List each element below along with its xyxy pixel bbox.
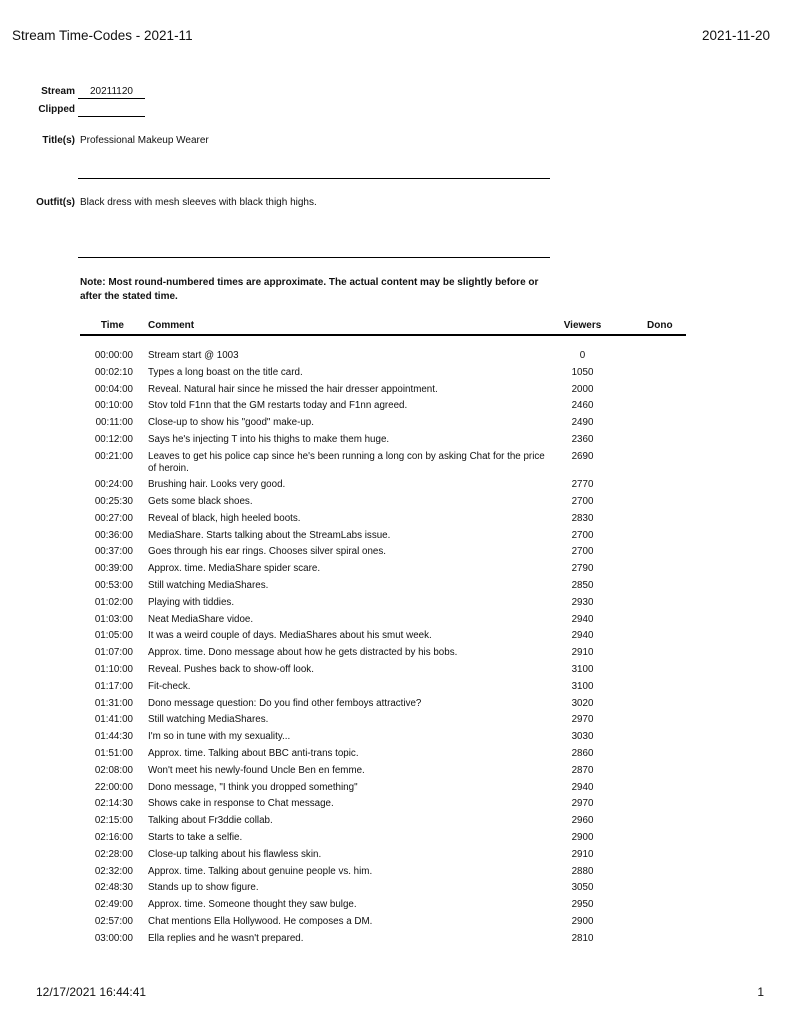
table-row (0, 417, 791, 429)
titles-value: Professional Makeup Wearer (80, 135, 209, 146)
row-viewers: 2790 (571, 563, 594, 575)
row-viewers: 2360 (571, 433, 594, 445)
clipped-label: Clipped (38, 104, 75, 115)
row-time: 01:41:00 (94, 714, 133, 726)
table-row (0, 832, 791, 844)
row-comment: Close-up talking about his flawless skin. (148, 848, 322, 860)
row-comment: Stov told F1nn that the GM restarts today and F1nn agreed. (148, 400, 408, 412)
row-time: 00:24:00 (94, 479, 133, 491)
row-viewers: 2830 (571, 512, 594, 524)
row-time: 03:00:00 (94, 932, 133, 944)
row-comment: Reveal. Pushes back to show-off look. (148, 664, 314, 676)
row-viewers: 2910 (571, 647, 594, 659)
row-viewers: 2700 (571, 546, 594, 558)
print-timestamp: 12/17/2021 16:44:41 (36, 985, 147, 999)
column-header-viewers: Viewers (563, 320, 602, 331)
row-time: 01:31:00 (94, 697, 133, 709)
row-time: 01:51:00 (94, 748, 133, 760)
row-comment: MediaShare. Starts talking about the StreamLabs issue. (148, 529, 391, 541)
row-viewers: 2850 (571, 580, 594, 592)
row-comment: Stands up to show figure. (148, 882, 259, 894)
outfits-underline (78, 257, 550, 258)
table-row (0, 580, 791, 592)
table-row (0, 630, 791, 642)
table-row (0, 367, 791, 379)
row-viewers: 2960 (571, 815, 594, 827)
row-time: 01:05:00 (94, 630, 133, 642)
row-viewers: 2910 (571, 848, 594, 860)
column-header-comment: Comment (148, 320, 195, 331)
table-row (0, 664, 791, 676)
outfits-label: Outfit(s) (36, 197, 75, 208)
table-row (0, 496, 791, 508)
row-viewers: 2900 (571, 916, 594, 927)
row-comment: Approx. time. Someone thought they saw bulge. (148, 899, 357, 911)
row-time: 02:16:00 (94, 832, 133, 844)
row-viewers: 2700 (571, 496, 594, 508)
row-comment: Types a long boast on the title card. (148, 366, 303, 378)
row-viewers: 2940 (571, 781, 594, 793)
table-row (0, 849, 791, 861)
row-viewers: 2930 (571, 596, 594, 608)
row-comment: Neat MediaShare vidoe. (148, 613, 254, 625)
column-header-dono: Dono (647, 320, 673, 331)
row-viewers: 2880 (571, 865, 594, 877)
row-comment: It was a weird couple of days. MediaShares about his smut week. (148, 630, 432, 642)
row-comment: I'm so in tune with my sexuality... (148, 731, 291, 743)
row-time: 02:15:00 (94, 815, 133, 827)
table-row (0, 899, 791, 911)
table-row (0, 882, 791, 894)
row-comment: Still watching MediaShares. (148, 714, 269, 726)
table-row (0, 647, 791, 659)
titles-underline (78, 178, 550, 179)
row-viewers: 2940 (571, 630, 594, 642)
row-viewers: 2690 (571, 450, 594, 462)
table-row (0, 479, 791, 491)
row-viewers: 2870 (571, 764, 594, 776)
row-viewers: 2490 (571, 417, 594, 429)
row-comment: Chat mentions Ella Hollywood. He composes a DM. (148, 916, 373, 927)
row-viewers: 2460 (571, 400, 594, 412)
row-time: 01:10:00 (94, 664, 133, 676)
table-row (0, 530, 791, 542)
table-row (0, 451, 791, 475)
table-row (0, 546, 791, 558)
table-row (0, 765, 791, 777)
table-row (0, 350, 791, 362)
table-row (0, 714, 791, 726)
clipped-field (78, 104, 145, 117)
row-time: 22:00:00 (94, 781, 133, 793)
row-time: 02:32:00 (94, 865, 133, 877)
row-time: 00:02:10 (94, 366, 133, 378)
row-time: 00:53:00 (94, 580, 133, 592)
row-comment: Leaves to get his police cap since he's been running a long con by asking Chat for the price of heroin. (148, 450, 545, 474)
titles-label: Title(s) (42, 135, 75, 146)
row-time: 02:14:30 (94, 798, 133, 810)
table-row (0, 933, 791, 945)
table-row (0, 866, 791, 878)
row-comment: Goes through his ear rings. Chooses silver spiral ones. (148, 546, 386, 558)
row-time: 00:00:00 (94, 350, 133, 361)
row-time: 00:12:00 (94, 433, 133, 445)
time-code-table (0, 350, 791, 945)
row-comment: Still watching MediaShares. (148, 580, 269, 592)
row-time: 02:57:00 (94, 916, 133, 927)
row-comment: Shows cake in response to Chat message. (148, 798, 334, 810)
row-viewers: 2950 (571, 899, 594, 911)
row-time: 00:04:00 (94, 383, 133, 395)
stream-label: Stream (41, 86, 75, 97)
row-time: 00:10:00 (94, 400, 133, 412)
row-comment: Reveal of black, high heeled boots. (148, 512, 301, 524)
row-comment: Approx. time. Dono message about how he gets distracted by his bobs. (148, 647, 458, 659)
table-row (0, 614, 791, 626)
table-row (0, 798, 791, 810)
approximate-times-note: Note: Most round-numbered times are approximate. The actual content may be slightly before or after the stated time. (80, 277, 539, 302)
row-viewers: 2900 (571, 832, 594, 844)
table-row (0, 681, 791, 693)
table-row (0, 815, 791, 827)
table-row (0, 916, 791, 928)
row-viewers: 2970 (571, 798, 594, 810)
row-comment: Close-up to show his "good" make-up. (148, 417, 314, 429)
row-viewers: 3030 (571, 731, 594, 743)
row-viewers: 2000 (571, 383, 594, 395)
row-time: 00:27:00 (94, 512, 133, 524)
row-comment: Fit-check. (148, 680, 191, 692)
header-rule (80, 334, 686, 336)
row-time: 00:11:00 (95, 417, 133, 429)
table-row (0, 698, 791, 710)
table-row (0, 782, 791, 794)
header-date: 2021-11-20 (701, 28, 770, 43)
row-comment: Approx. time. Talking about genuine people vs. him. (148, 865, 373, 877)
row-comment: Approx. time. Talking about BBC anti-trans topic. (148, 748, 359, 760)
row-time: 01:17:00 (94, 680, 133, 692)
row-comment: Says he's injecting T into his thighs to make them huge. (148, 433, 390, 445)
row-time: 01:03:00 (94, 613, 133, 625)
table-row (0, 748, 791, 760)
row-comment: Dono message, "I think you dropped something" (148, 781, 358, 793)
table-row (0, 400, 791, 412)
column-header-time: Time (100, 320, 124, 331)
row-comment: Stream start @ 1003 (148, 350, 239, 361)
row-time: 01:44:30 (94, 731, 133, 743)
page-number: 1 (757, 985, 764, 999)
row-viewers: 3100 (571, 680, 594, 692)
row-comment: Dono message question: Do you find other femboys attractive? (148, 697, 422, 709)
row-comment: Playing with tiddies. (148, 596, 235, 608)
row-viewers: 2810 (571, 932, 594, 944)
row-time: 00:25:30 (94, 496, 133, 508)
row-time: 01:07:00 (94, 647, 133, 659)
row-viewers: 3100 (571, 664, 594, 676)
table-row (0, 513, 791, 525)
row-viewers: 1050 (571, 366, 594, 378)
row-comment: Approx. time. MediaShare spider scare. (148, 563, 321, 575)
row-comment: Brushing hair. Looks very good. (148, 479, 286, 491)
row-comment: Gets some black shoes. (148, 496, 253, 508)
document-title: Stream Time-Codes - 2021-11 (12, 28, 193, 43)
row-time: 00:37:00 (94, 546, 133, 558)
row-comment: Talking about Fr3ddie collab. (148, 815, 273, 827)
row-viewers: 3050 (571, 882, 594, 894)
row-viewers: 0 (579, 350, 586, 361)
row-viewers: 3020 (571, 697, 594, 709)
row-comment: Ella replies and he wasn't prepared. (148, 932, 304, 944)
table-row (0, 731, 791, 743)
row-time: 01:02:00 (94, 596, 133, 608)
row-time: 00:36:00 (94, 529, 133, 541)
row-viewers: 2970 (571, 714, 594, 726)
row-viewers: 2860 (571, 748, 594, 760)
row-time: 00:39:00 (94, 563, 133, 575)
table-row (0, 434, 791, 446)
row-comment: Reveal. Natural hair since he missed the hair dresser appointment. (148, 383, 438, 395)
table-row (0, 384, 791, 396)
row-viewers: 2700 (571, 529, 594, 541)
row-comment: Won't meet his newly-found Uncle Ben en femme. (148, 764, 365, 776)
row-comment: Starts to take a selfie. (148, 832, 243, 844)
outfits-value: Black dress with mesh sleeves with black thigh highs. (80, 197, 317, 208)
row-viewers: 2940 (571, 613, 594, 625)
row-time: 02:08:00 (94, 764, 133, 776)
row-time: 02:28:00 (94, 848, 133, 860)
table-row (0, 563, 791, 575)
row-time: 00:21:00 (94, 450, 133, 462)
row-viewers: 2770 (571, 479, 594, 491)
row-time: 02:49:00 (94, 899, 133, 911)
row-time: 02:48:30 (94, 882, 133, 894)
table-row (0, 597, 791, 609)
stream-field: 20211120 (78, 86, 145, 99)
